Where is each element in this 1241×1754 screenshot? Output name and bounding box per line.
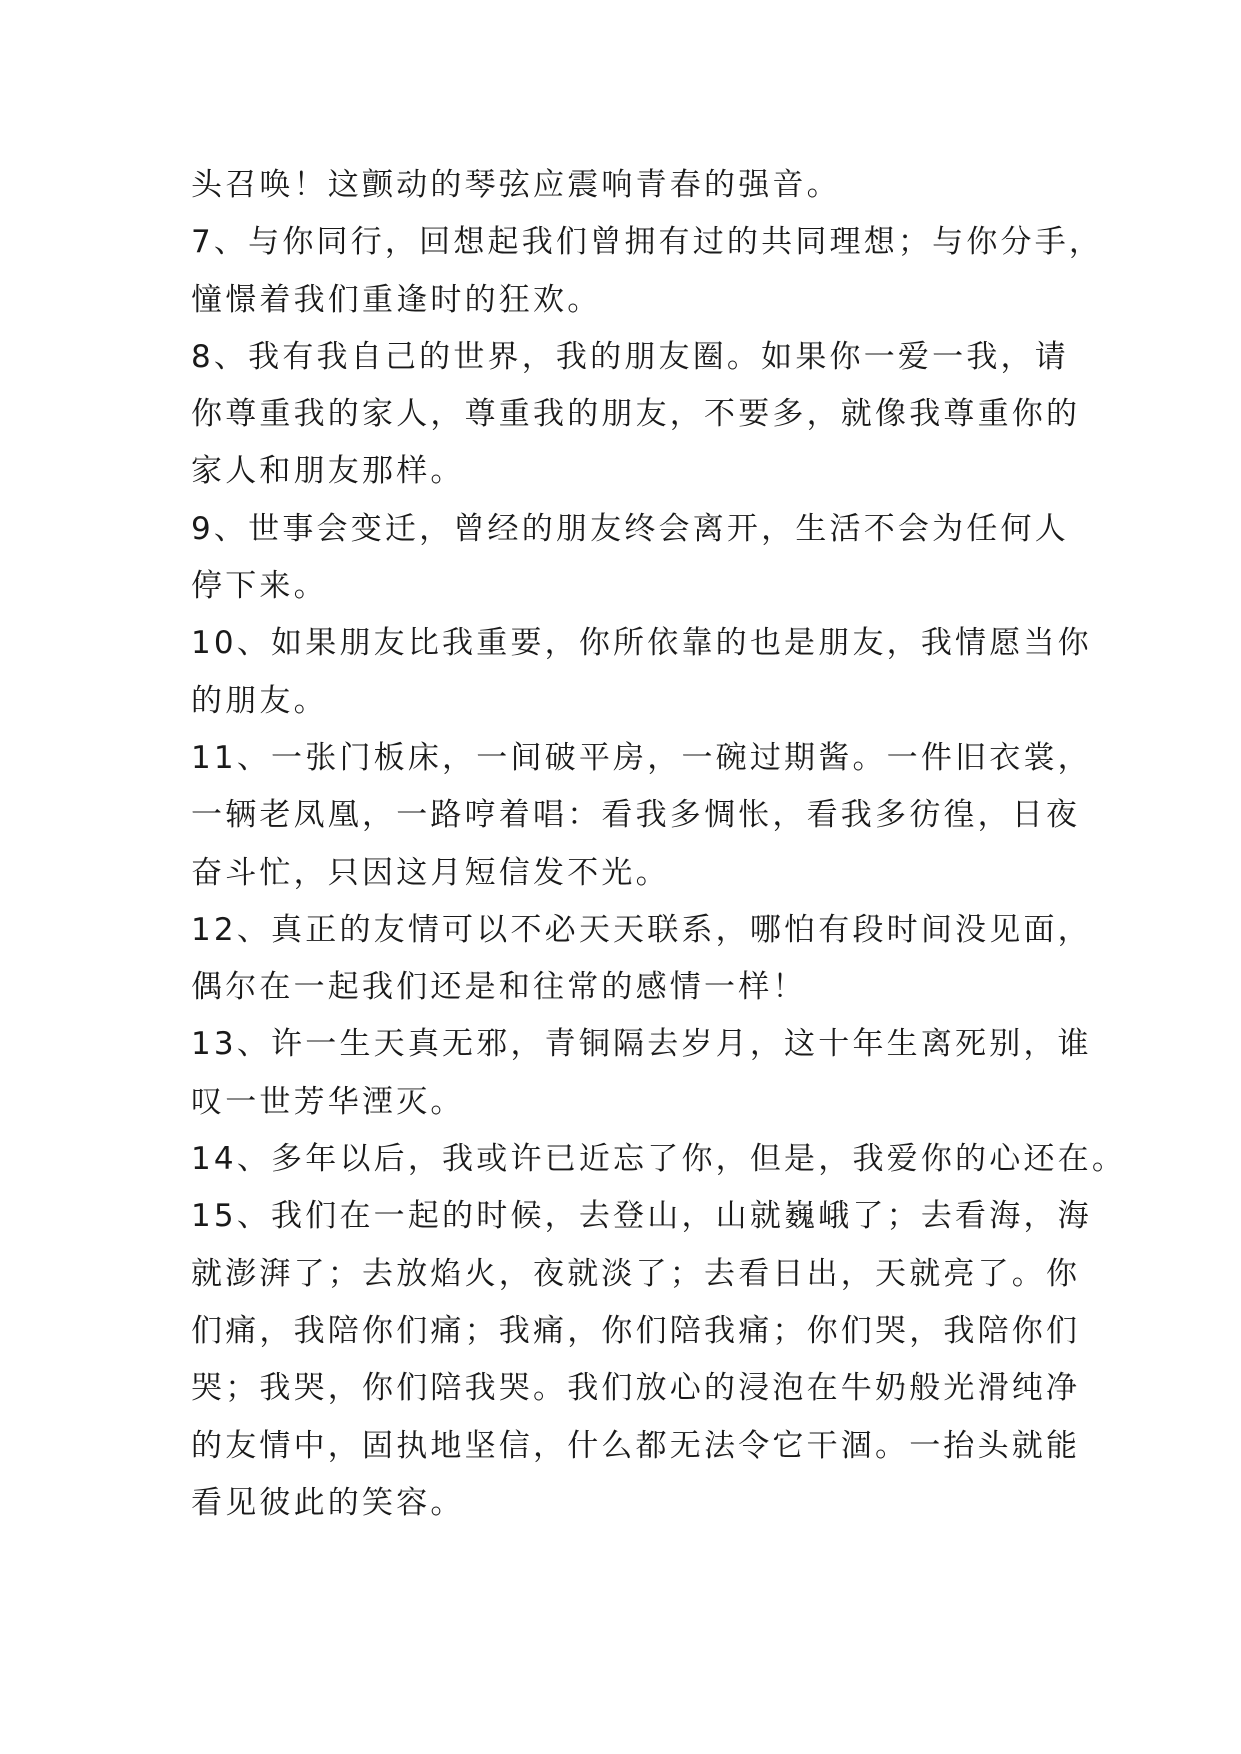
text-line: 一辆老凤凰，一路哼着唱：看我多惆怅，看我多彷徨，日夜 (191, 797, 1081, 834)
text-line: 的朋友。 (191, 682, 328, 719)
text-line: 偶尔在一起我们还是和往常的感情一样！ (191, 969, 807, 1006)
text-line: 9、世事会变迁，曾经的朋友终会离开，生活不会为任何人 (191, 510, 1069, 547)
text-line: 12、真正的友情可以不必天天联系，哪怕有段时间没见面， (191, 911, 1092, 948)
text-line: 停下来。 (191, 568, 328, 605)
text-line: 你尊重我的家人，尊重我的朋友，不要多，就像我尊重你的 (191, 396, 1081, 433)
text-line: 憧憬着我们重逢时的狂欢。 (191, 281, 602, 318)
text-line: 叹一世芳华湮灭。 (191, 1083, 465, 1120)
text-line: 奋斗忙，只因这月短信发不光。 (191, 854, 670, 891)
document-body-text (191, 157, 1127, 1532)
text-line: 10、如果朋友比我重要，你所依靠的也是朋友，我情愿当你 (191, 625, 1092, 662)
text-line: 7、与你同行，回想起我们曾拥有过的共同理想；与你分手， (191, 224, 1104, 261)
text-line: 13、许一生天真无邪，青铜隔去岁月，这十年生离死别，谁 (191, 1026, 1092, 1063)
text-line: 看见彼此的笑容。 (191, 1484, 465, 1521)
text-line: 就澎湃了；去放焰火，夜就淡了；去看日出，天就亮了。你 (191, 1255, 1081, 1292)
text-line: 的友情中，固执地坚信，什么都无法令它干涸。一抬头就能 (191, 1427, 1081, 1464)
text-line: 头召唤！这颤动的琴弦应震响青春的强音。 (191, 167, 841, 203)
text-line: 哭；我哭，你们陪我哭。我们放心的浸泡在牛奶般光滑纯净 (191, 1370, 1081, 1407)
text-line: 11、一张门板床，一间破平房，一碗过期酱。一件旧衣裳， (191, 739, 1092, 776)
text-line: 8、我有我自己的世界，我的朋友圈。如果你一爱一我，请 (191, 338, 1069, 375)
text-line: 14、多年以后，我或许已近忘了你，但是，我爱你的心还在。 (191, 1141, 1127, 1178)
text-line: 家人和朋友那样。 (191, 453, 465, 490)
text-line: 们痛，我陪你们痛；我痛，你们陪我痛；你们哭，我陪你们 (191, 1312, 1081, 1349)
text-line: 15、我们在一起的时候，去登山，山就巍峨了；去看海，海 (191, 1198, 1092, 1235)
